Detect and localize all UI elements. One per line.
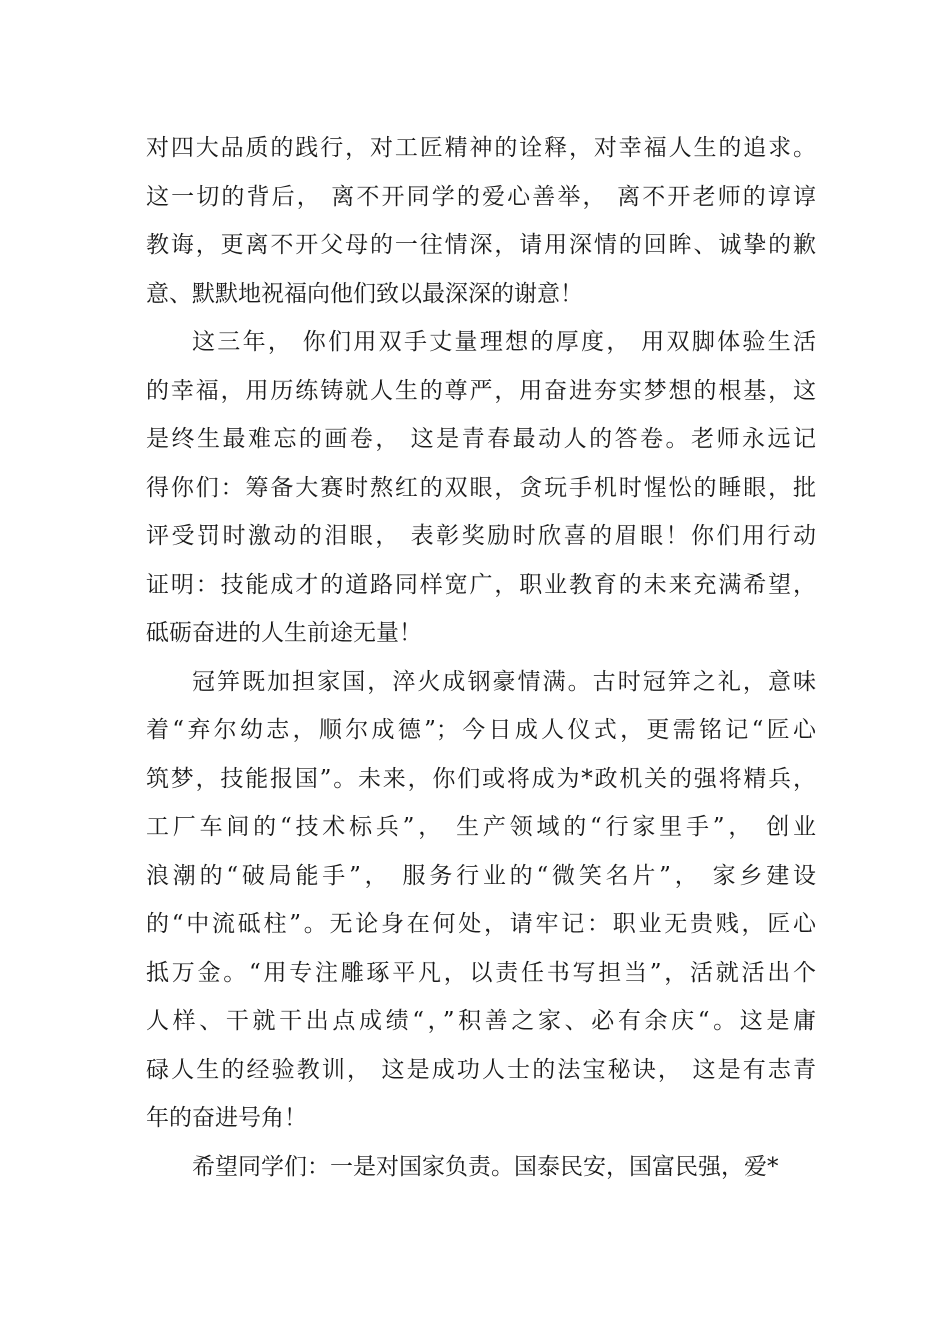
text-line: 人样、干就干出点成绩“，”积善之家、必有余庆“。这是庸 <box>146 1008 816 1034</box>
text-line: 抵万金。“用专注雕琢平凡，以责任书写担当”，活就活出个 <box>146 959 816 986</box>
text-line: 评受罚时激动的泪眼， 表彰奖励时欣喜的眉眼！你们用行动 <box>146 523 816 549</box>
text-line: 浪潮的“破局能手”， 服务行业的“微笑名片”， 家乡建设 <box>146 862 816 889</box>
text-line: 这三年， 你们用双手丈量理想的厚度， 用双脚体验生活 <box>192 329 816 355</box>
text-line: 筑梦，技能报国”。未来，你们或将成为*政机关的强将精兵， <box>146 765 816 792</box>
text-line: 证明：技能成才的道路同样宽广，职业教育的未来充满希望， <box>146 571 816 598</box>
text-line: 对四大品质的践行，对工匠精神的诠释，对幸福人生的追求。 <box>146 135 816 161</box>
text-line: 这一切的背后， 离不开同学的爱心善举， 离不开老师的谆谆 <box>146 183 816 210</box>
text-line: 砥砺奋进的人生前途无量！ <box>146 620 422 646</box>
text-line: 工厂车间的“技术标兵”， 生产领域的“行家里手”， 创业 <box>146 814 816 840</box>
text-line: 是终生最难忘的画卷， 这是青春最动人的答卷。老师永远记 <box>146 426 816 452</box>
text-line: 教诲，更离不开父母的一往情深，请用深情的回眸、诚挚的歉 <box>146 232 816 258</box>
text-line: 的“中流砥柱”。无论身在何处，请牢记：职业无贵贱，匠心 <box>146 911 816 937</box>
text-line: 年的奋进号角！ <box>146 1105 307 1131</box>
text-line: 得你们：筹备大赛时熬红的双眼，贪玩手机时惺忪的睡眼，批 <box>146 474 816 501</box>
text-line: 意、默默地祝福向他们致以最深深的谢意！ <box>146 280 583 307</box>
text-line: 冠笄既加担家国，淬火成钢豪情满。古时冠笄之礼，意味 <box>192 668 816 695</box>
text-line: 的幸福，用历练铸就人生的尊严，用奋进夯实梦想的根基，这 <box>146 377 816 404</box>
body-text <box>146 124 816 1191</box>
text-line: 希望同学们：一是对国家负责。国泰民安，国富民强，爱* <box>192 1153 779 1180</box>
text-line: 着“弃尔幼志，顺尔成德”；今日成人仪式，更需铭记“匠心 <box>146 717 816 743</box>
text-line: 碌人生的经验教训， 这是成功人士的法宝秘诀， 这是有志青 <box>146 1056 816 1083</box>
